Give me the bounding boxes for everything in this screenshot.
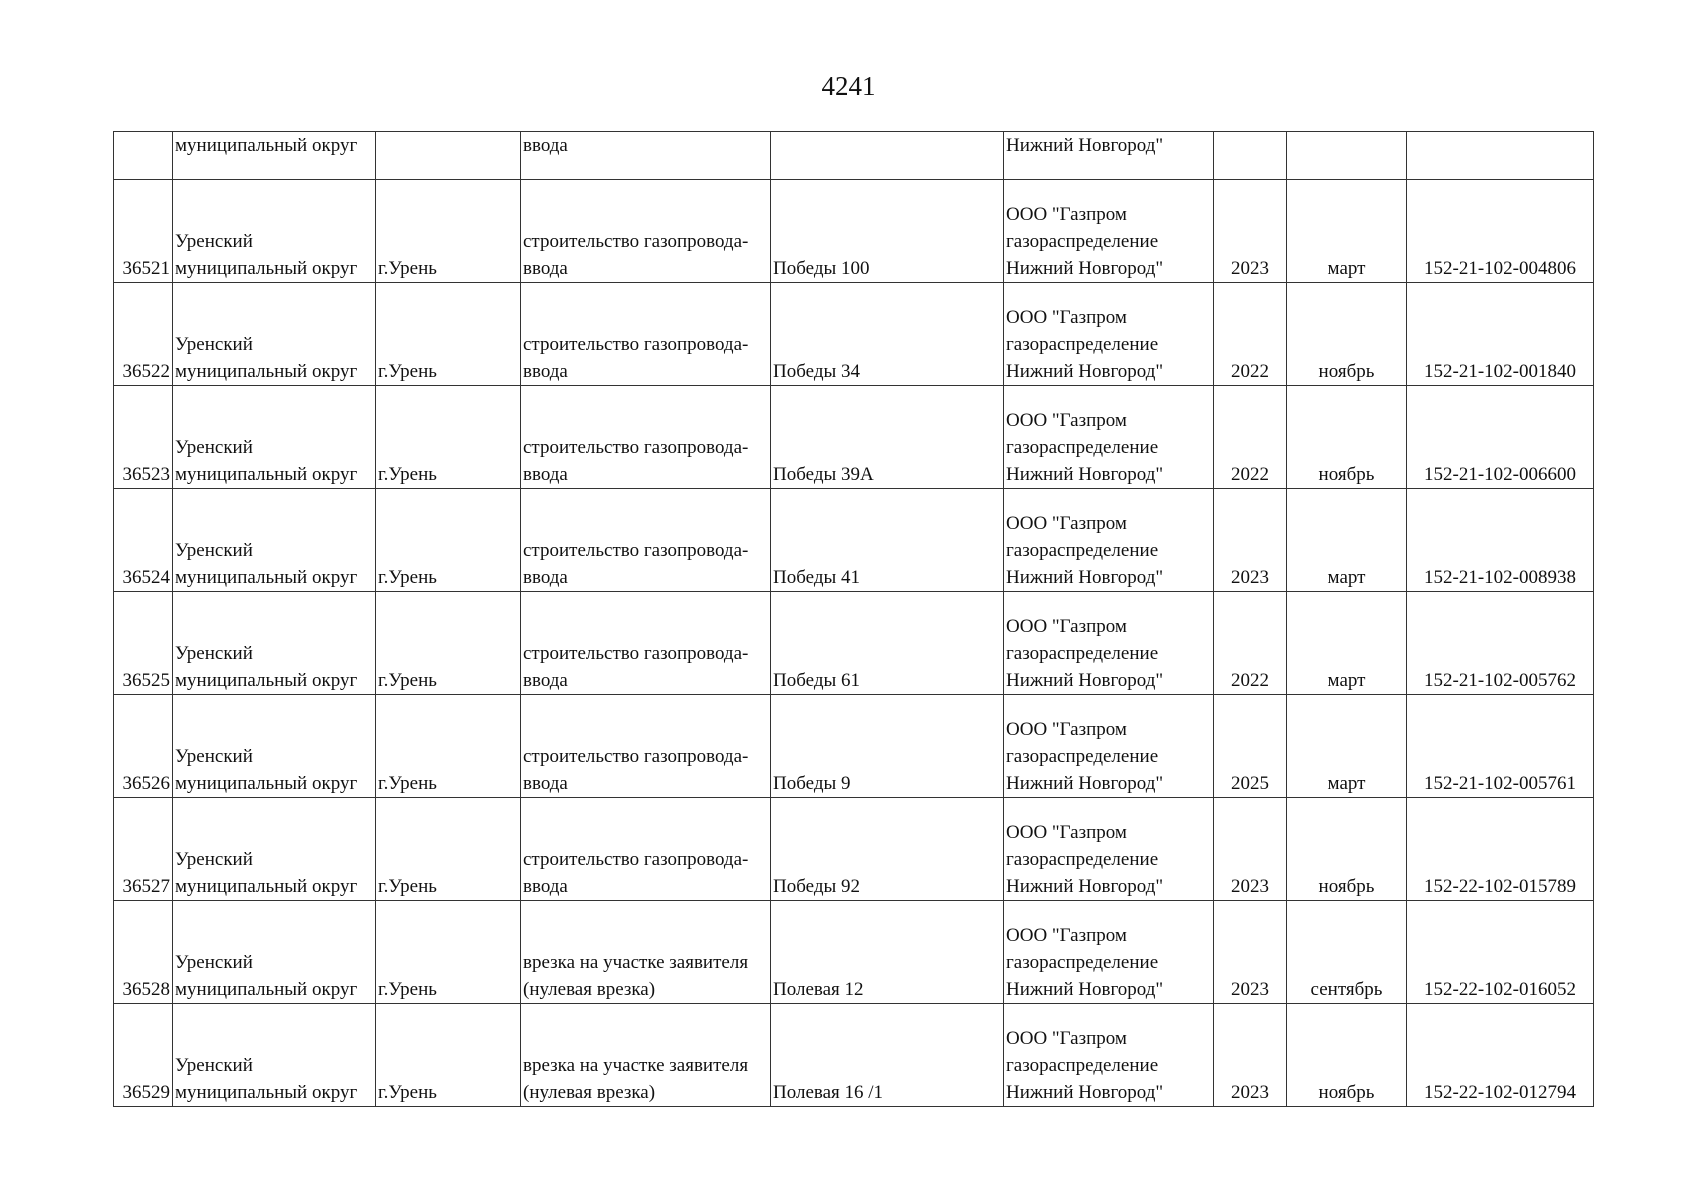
cell-org: ООО "Газпром газораспределение Нижний Новгород" [1004,695,1214,798]
cell-work: врезка на участке заявителя (нулевая врезка) [521,901,771,1004]
cell-town: г.Урень [376,798,521,901]
cell-district: Уренский муниципальный округ [173,798,376,901]
cell-month: ноябрь [1287,386,1407,489]
table-body [114,132,1594,1107]
cell-num: 36527 [114,798,173,901]
cell-month: ноябрь [1287,1004,1407,1107]
cell-month: ноябрь [1287,283,1407,386]
cell-num [114,132,173,180]
table-row [114,798,1594,901]
registry-table [113,131,1594,1107]
cell-org: ООО "Газпром газораспределение Нижний Новгород" [1004,283,1214,386]
cell-month: ноябрь [1287,798,1407,901]
cell-month: сентябрь [1287,901,1407,1004]
cell-work: строительство газопровода- ввода [521,798,771,901]
cell-org: ООО "Газпром газораспределение Нижний Новгород" [1004,386,1214,489]
cell-month: март [1287,489,1407,592]
cell-org: ООО "Газпром газораспределение Нижний Новгород" [1004,489,1214,592]
cell-num: 36529 [114,1004,173,1107]
table-row [114,180,1594,283]
cell-district: Уренский муниципальный округ [173,283,376,386]
cell-address: Победы 39А [771,386,1004,489]
cell-num: 36522 [114,283,173,386]
cell-address: Победы 9 [771,695,1004,798]
cell-town: г.Урень [376,386,521,489]
cell-year: 2023 [1214,1004,1287,1107]
cell-org: ООО "Газпром газораспределение Нижний Новгород" [1004,180,1214,283]
page-number: 4241 [821,71,876,101]
cell-code: 152-21-102-008938 [1407,489,1594,592]
cell-town: г.Урень [376,592,521,695]
cell-work: строительство газопровода- ввода [521,695,771,798]
cell-district: Уренский муниципальный округ [173,386,376,489]
cell-code: 152-22-102-016052 [1407,901,1594,1004]
cell-num: 36521 [114,180,173,283]
cell-address: Победы 61 [771,592,1004,695]
cell-address: Победы 100 [771,180,1004,283]
cell-district: муниципальный округ [173,132,376,180]
cell-address: Полевая 12 [771,901,1004,1004]
cell-year: 2022 [1214,283,1287,386]
cell-code: 152-22-102-012794 [1407,1004,1594,1107]
cell-town: г.Урень [376,901,521,1004]
cell-num: 36525 [114,592,173,695]
cell-code: 152-22-102-015789 [1407,798,1594,901]
table-row [114,386,1594,489]
table-row [114,283,1594,386]
cell-district: Уренский муниципальный округ [173,695,376,798]
cell-org: ООО "Газпром газораспределение Нижний Новгород" [1004,1004,1214,1107]
cell-num: 36526 [114,695,173,798]
cell-num: 36523 [114,386,173,489]
cell-district: Уренский муниципальный округ [173,1004,376,1107]
cell-month: март [1287,695,1407,798]
cell-district: Уренский муниципальный округ [173,180,376,283]
cell-org: ООО "Газпром газораспределение Нижний Новгород" [1004,901,1214,1004]
cell-year: 2023 [1214,180,1287,283]
cell-address: Полевая 16 /1 [771,1004,1004,1107]
cell-town: г.Урень [376,489,521,592]
cell-work: строительство газопровода- ввода [521,386,771,489]
cell-work: строительство газопровода- ввода [521,489,771,592]
cell-code: 152-21-102-006600 [1407,386,1594,489]
cell-org: Нижний Новгород" [1004,132,1214,180]
cell-town [376,132,521,180]
cell-org: ООО "Газпром газораспределение Нижний Новгород" [1004,798,1214,901]
cell-town: г.Урень [376,283,521,386]
cell-work: строительство газопровода- ввода [521,180,771,283]
cell-town: г.Урень [376,180,521,283]
cell-code: 152-21-102-005762 [1407,592,1594,695]
cell-num: 36528 [114,901,173,1004]
cell-work: ввода [521,132,771,180]
cell-month: март [1287,592,1407,695]
cell-num: 36524 [114,489,173,592]
cell-code [1407,132,1594,180]
cell-year: 2022 [1214,386,1287,489]
cell-code: 152-21-102-004806 [1407,180,1594,283]
cell-year: 2023 [1214,798,1287,901]
table-row [114,489,1594,592]
cell-address: Победы 92 [771,798,1004,901]
cell-year [1214,132,1287,180]
cell-district: Уренский муниципальный округ [173,901,376,1004]
cell-month: март [1287,180,1407,283]
cell-year: 2022 [1214,592,1287,695]
cell-year: 2023 [1214,901,1287,1004]
cell-work: строительство газопровода- ввода [521,592,771,695]
cell-district: Уренский муниципальный округ [173,592,376,695]
table-row [114,695,1594,798]
cell-address [771,132,1004,180]
cell-month [1287,132,1407,180]
cell-code: 152-21-102-005761 [1407,695,1594,798]
cell-code: 152-21-102-001840 [1407,283,1594,386]
cell-address: Победы 41 [771,489,1004,592]
table-row [114,1004,1594,1107]
cell-work: строительство газопровода- ввода [521,283,771,386]
cell-year: 2023 [1214,489,1287,592]
table-row-continuation [114,132,1594,180]
cell-town: г.Урень [376,695,521,798]
table-row [114,592,1594,695]
cell-district: Уренский муниципальный округ [173,489,376,592]
cell-work: врезка на участке заявителя (нулевая врезка) [521,1004,771,1107]
cell-address: Победы 34 [771,283,1004,386]
table-row [114,901,1594,1004]
cell-town: г.Урень [376,1004,521,1107]
cell-year: 2025 [1214,695,1287,798]
cell-org: ООО "Газпром газораспределение Нижний Новгород" [1004,592,1214,695]
